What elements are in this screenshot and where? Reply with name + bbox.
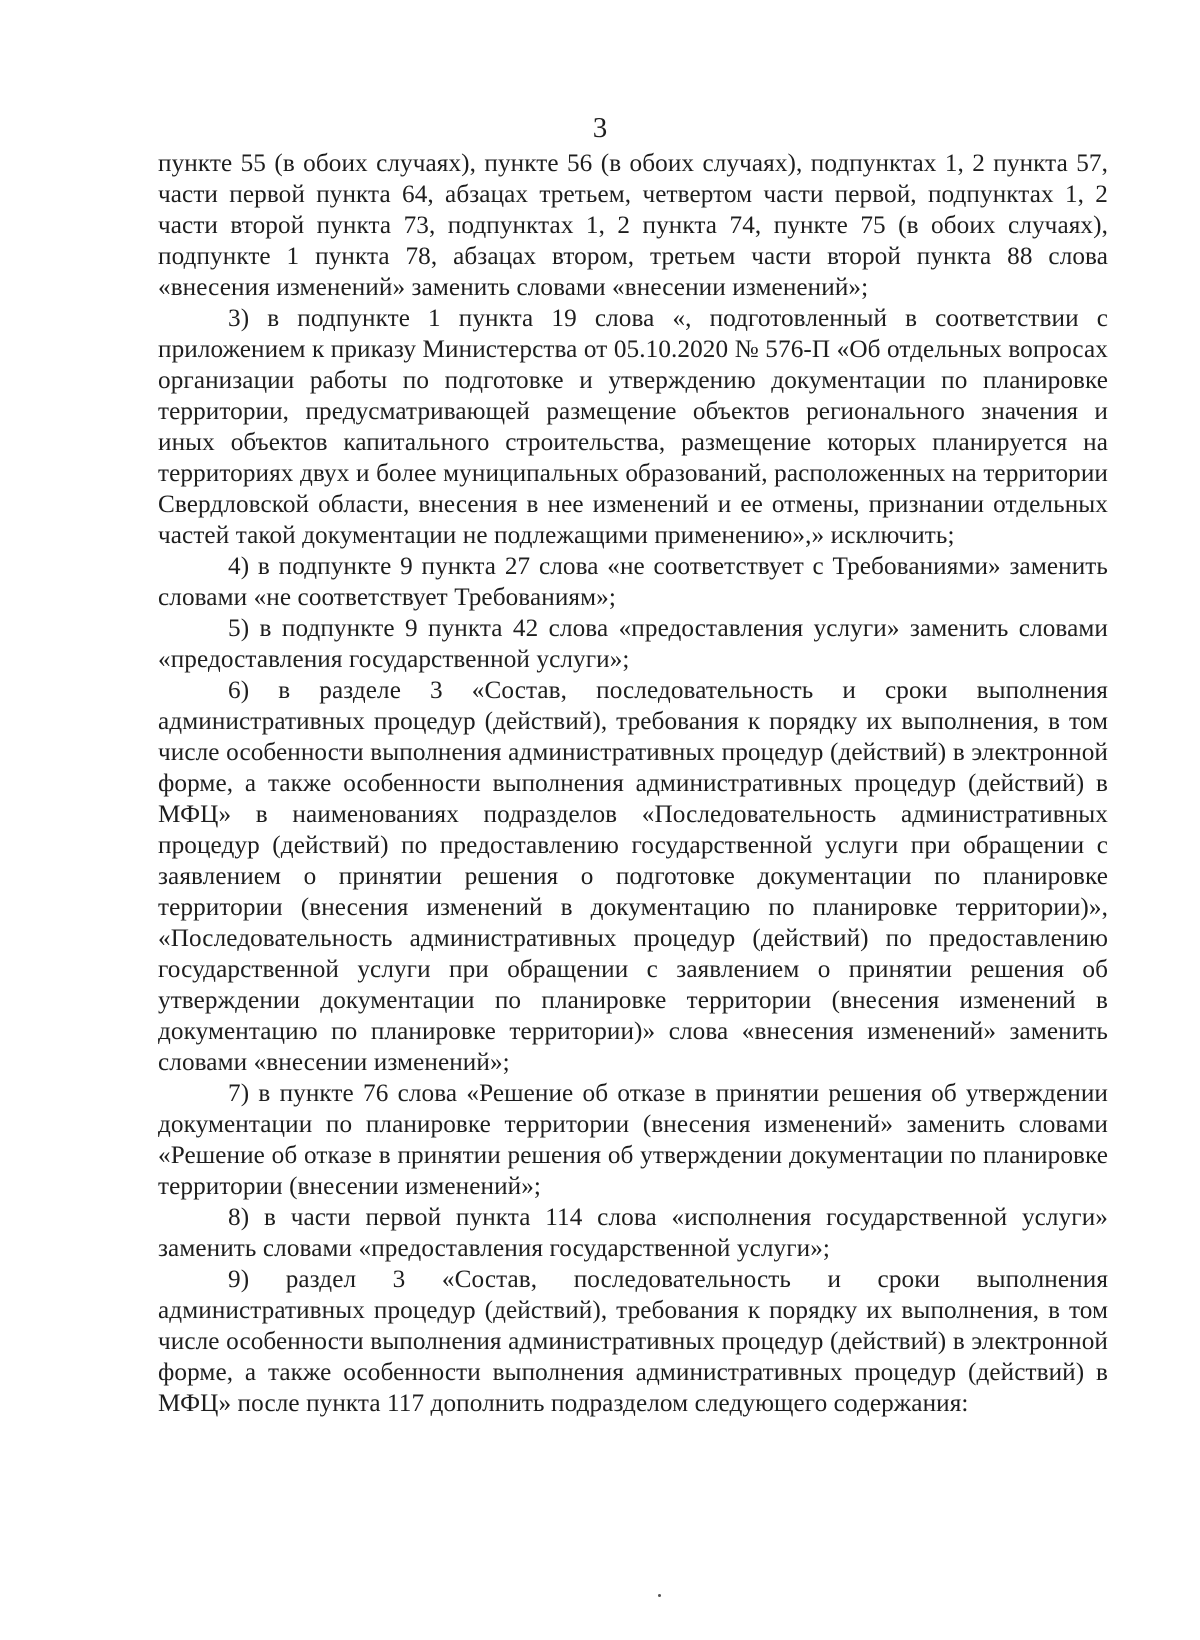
document-body [158, 148, 1108, 1419]
page-number: 3 [592, 112, 608, 144]
paragraph-item-7: 7) в пункте 76 слова «Решение об отказе в принятии решения об утверждении документации по планировке территории (внесения изменений» заменить словами «Решение об отказе в принятии решения об утверждении документации по планировке территории (внесении изменений»; [158, 1080, 1108, 1200]
paragraph-item-4: 4) в подпункте 9 пункта 27 слова «не соответствует с Требованиями» заменить словами «не соответствует Требованиям»; [158, 553, 1108, 611]
paragraph-item-9: 9) раздел 3 «Состав, последовательность и сроки выполнения административных процедур (действий), требования к порядку их выполнения, в том числе особенности выполнения административных процедур (действий) в электронной форме, а также особенности выполнения административных процедур (действий) в МФЦ» после пункта 117 дополнить подразделом следующего содержания: [158, 1266, 1108, 1417]
paragraph-item-6: 6) в разделе 3 «Состав, последовательность и сроки выполнения административных процедур (действий), требования к порядку их выполнения, в том числе особенности выполнения административных процедур (действий) в электронной форме, а также особенности выполнения административных процедур (действий) в МФЦ» в наименованиях подразделов «Последовательность административных процедур (действий) по предоставлению государственной услуги при обращении с заявлением о принятии решения о подготовке документации по планировке территории (внесения изменений в документацию по планировке территории)», «Последовательность административных процедур (действий) по предоставлению государственной услуги при обращении с заявлением о принятии решения об утверждении документации по планировке территории (внесения изменений в документацию по планировке территории)» слова «внесения изменений» заменить словами «внесении изменений»; [158, 677, 1108, 1076]
paragraph-item-3: 3) в подпункте 1 пункта 19 слова «, подготовленный в соответствии с приложением к приказу Министерства от 05.10.2020 № 576-П «Об отдельных вопросах организации работы по подготовке и утверждению документации по планировке территории, предусматривающей размещение объектов регионального значения и иных объектов капитального строительства, размещение которых планируется на территориях двух и более муниципальных образований, расположенных на территории Свердловской области, внесения в нее изменений и ее отмены, признании отдельных частей такой документации не подлежащими применению»,» исключить; [158, 305, 1108, 549]
paragraph-continuation: пункте 55 (в обоих случаях), пункте 56 (в обоих случаях), подпунктах 1, 2 пункта 57, части первой пункта 64, абзацах третьем, четвертом части первой, подпунктах 1, 2 части второй пункта 73, подпунктах 1, 2 пункта 74, пункте 75 (в обоих случаях), подпункте 1 пункта 78, абзацах втором, третьем части второй пункта 88 слова «внесения изменений» заменить словами «внесении изменений»; [158, 150, 1108, 301]
scan-speck [658, 1594, 661, 1597]
paragraph-item-5: 5) в подпункте 9 пункта 42 слова «предоставления услуги» заменить словами «предоставления государственной услуги»; [158, 615, 1108, 673]
paragraph-item-8: 8) в части первой пункта 114 слова «исполнения государственной услуги» заменить словами «предоставления государственной услуги»; [158, 1204, 1108, 1262]
